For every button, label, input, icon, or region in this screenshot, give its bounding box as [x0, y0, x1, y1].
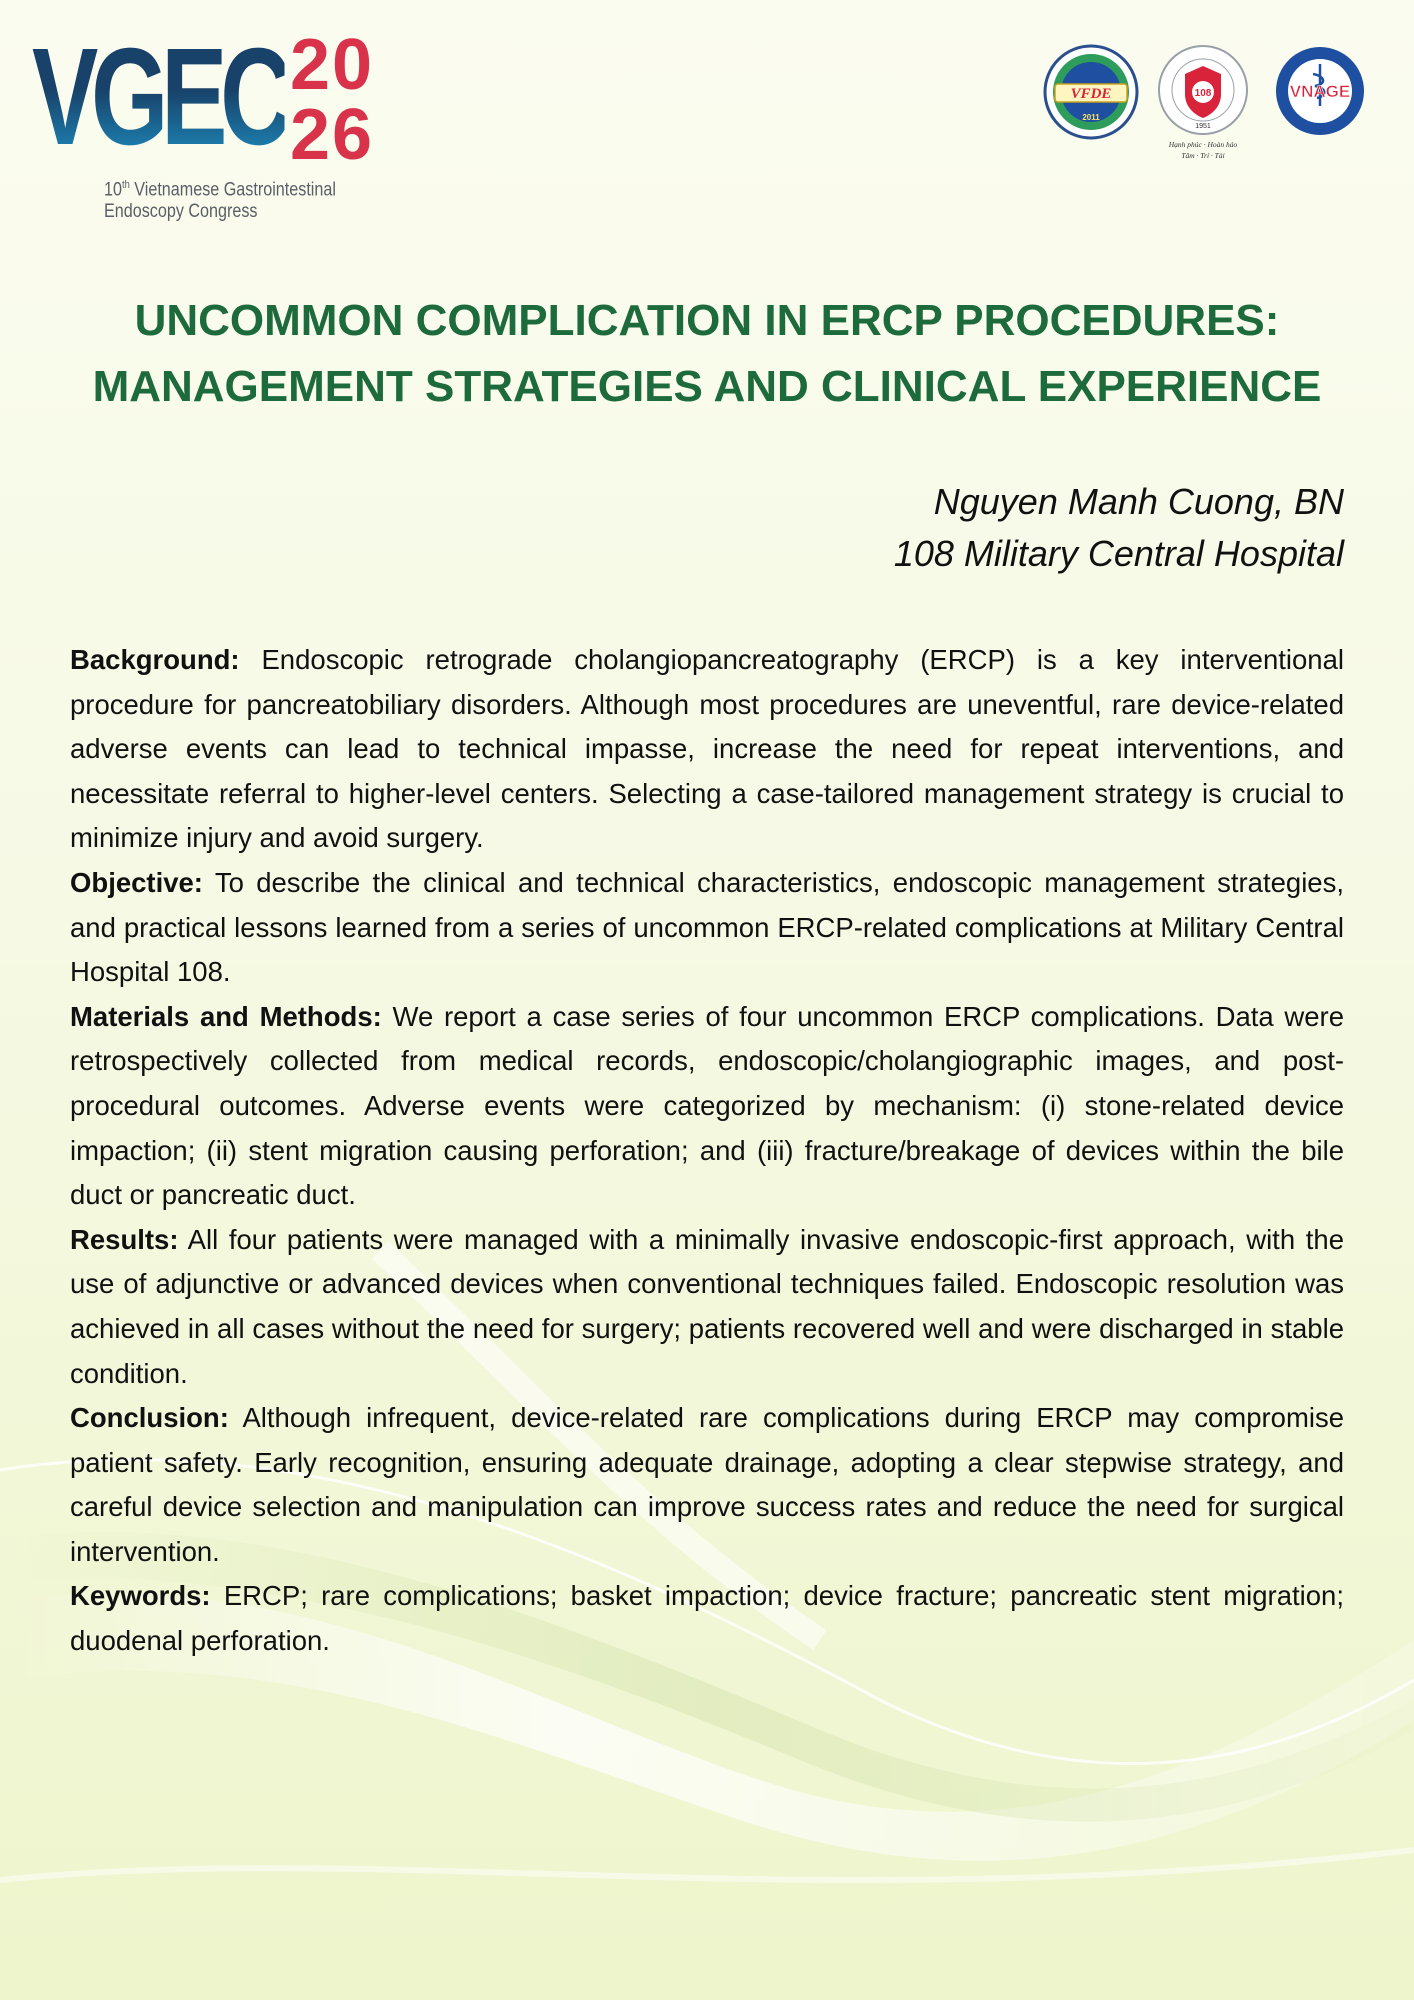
section-conclusion [70, 1396, 1344, 1574]
logo-subtitle [104, 174, 385, 223]
background-label: Background: [70, 644, 240, 675]
keywords-label: Keywords: [70, 1580, 211, 1612]
logo-acronym-text: VGEC [32, 20, 285, 174]
logo-year-top: 20 [290, 25, 375, 105]
objective-label: Objective: [70, 866, 203, 898]
hospital-108-seal-icon [1155, 44, 1251, 162]
author-name: Nguyen Manh Cuong, BN [933, 481, 1344, 522]
keywords-text: ERCP; rare complications; basket impaction; device fracture; pancreatic stent migration; duodenal perforation. [70, 1580, 1344, 1657]
section-methods [70, 995, 1344, 1218]
hospital-seal-number: 108 [1194, 88, 1212, 99]
title-line-1: UNCOMMON COMPLICATION IN ERCP PROCEDURES: [134, 296, 1280, 345]
vfde-seal-text: VFDE [1070, 86, 1112, 102]
logo-subtitle-ordinal: 10 [104, 179, 122, 201]
author-block [544, 476, 1344, 580]
results-label: Results: [70, 1223, 179, 1255]
logo-year-bottom: 26 [290, 95, 375, 175]
objective-text: To describe the clinical and technical characteristics, endoscopic management strategies, and practical lessons learned from a series of uncommon ERCP-related complications at Military Central Hospital 108. [70, 866, 1344, 988]
title-line-2: MANAGEMENT STRATEGIES AND CLINICAL EXPERIENCE [92, 362, 1322, 411]
section-objective [70, 861, 1344, 995]
hospital-seal-caption-1: Hạnh phúc · Hoàn hảo [1168, 140, 1238, 149]
hospital-seal-year: 1951 [1195, 123, 1211, 130]
logo-subtitle-line1-rest: Vietnamese Gastrointestinal [129, 179, 336, 201]
hospital-seal-caption-2: Tâm · Trí · Tài [1181, 151, 1225, 160]
section-background [70, 638, 1344, 861]
background-text: Endoscopic retrograde cholangiopancreatography (ERCP) is a key interventional procedure for pancreatobiliary disorders. Although most procedures are uneventful, rare device-related adverse events can lead to technical impasse, increase the need for repeat interventions, and necessitate referral to higher-level centers. Selecting a case-tailored management strategy is crucial to minimize injury and avoid surgery. [70, 644, 1344, 854]
section-keywords [70, 1574, 1344, 1663]
logo-subtitle-ordinal-suffix: th [121, 179, 130, 191]
conclusion-text: Although infrequent, device-related rare complications during ERCP may compromise patient safety. Early recognition, ensuring adequate drainage, adopting a clear stepwise strategy, and careful device selection and manipulation can improve success rates and reduce the need for surgical intervention. [70, 1402, 1344, 1567]
abstract-body [70, 638, 1344, 1664]
results-text: All four patients were managed with a minimally invasive endoscopic-first approach, with the use of adjunctive or advanced devices when conventional techniques failed. Endoscopic resolution was achieved in all cases without the need for surgery; patients recovered well and were discharged in stable condition. [70, 1223, 1344, 1389]
vfde-seal-icon [1043, 44, 1139, 140]
section-results [70, 1218, 1344, 1396]
vfde-seal-year: 2011 [1082, 113, 1100, 122]
author-affiliation: 108 Military Central Hospital [893, 533, 1344, 574]
conclusion-label: Conclusion: [70, 1402, 229, 1434]
methods-text: We report a case series of four uncommon ERCP complications. Data were retrospectively collected from medical records, endoscopic/cholangiographic images, and post-procedural outcomes. Adverse events were categorized by mechanism: (i) stone-related device impaction; (ii) stent migration causing perforation; and (iii) fracture/breakage of devices within the bile duct or pancreatic duct. [70, 1000, 1344, 1211]
congress-logo [32, 20, 412, 223]
vnage-seal-icon [1275, 46, 1365, 136]
vnage-seal-text: VNAGE [1289, 82, 1351, 101]
logo-subtitle-line2: Endoscopy Congress [104, 201, 258, 223]
logo-acronym [32, 20, 285, 174]
logo-subtitle-line1 [104, 174, 385, 201]
logo-year [290, 25, 430, 175]
abstract-title [60, 288, 1354, 420]
methods-label: Materials and Methods: [70, 1000, 382, 1032]
